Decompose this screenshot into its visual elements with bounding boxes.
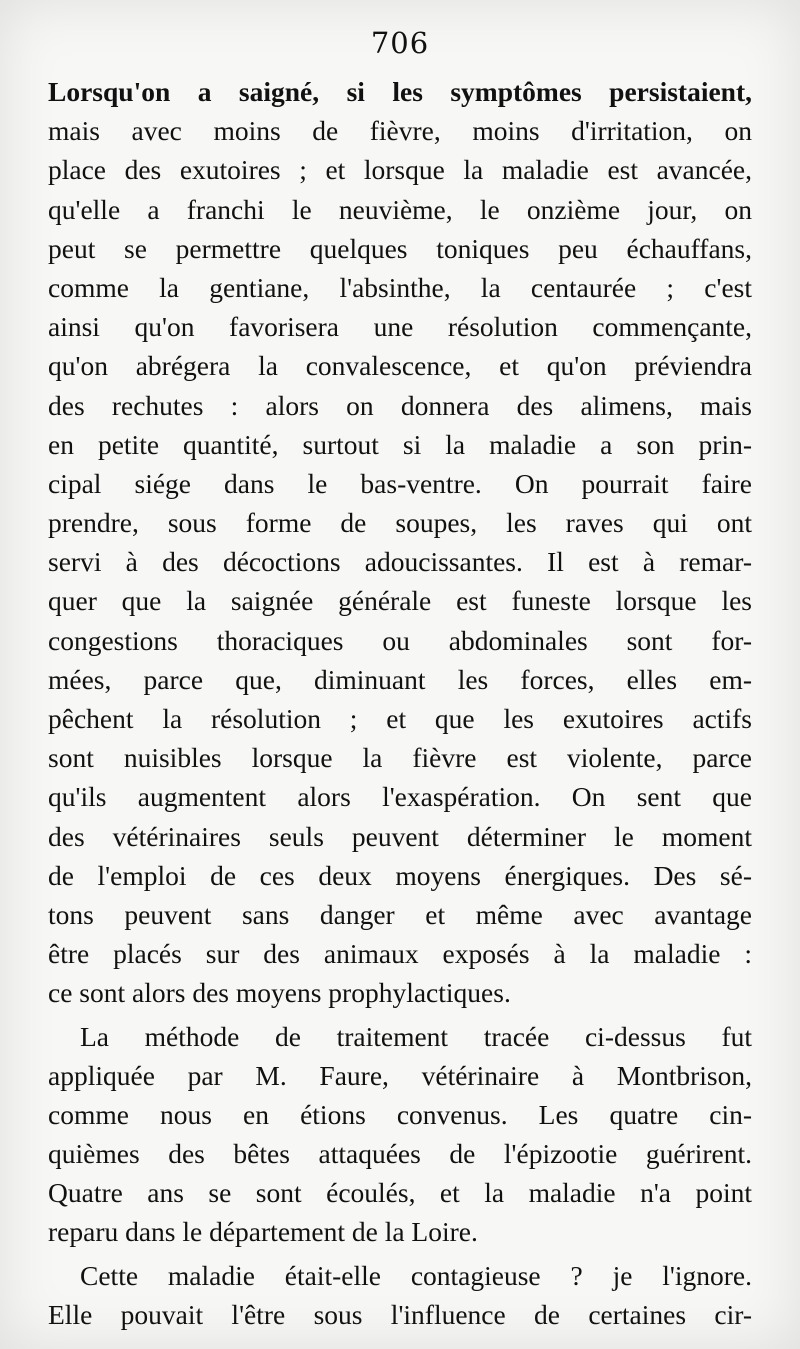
text-line: Elle pouvait l'être sous l'influence de certaines cir- [48,1298,752,1330]
text-line: congestions thoraciques ou abdominales sont for- [48,624,752,656]
text-line: sont nuisibles lorsque la fièvre est violente, parce [48,742,752,774]
paragraph-3 [48,1256,752,1334]
text-line: servi à des décoctions adoucissantes. Il est à remar- [48,546,752,578]
text-line: La méthode de traitement tracée ci-dessus fut [80,1020,752,1052]
text-line: Lorsqu'on a saigné, si les symptômes persistaient, [48,76,752,107]
page-body [48,72,752,1334]
text-line: qu'elle a franchi le neuvième, le onzième jour, on [48,193,752,225]
text-line: des rechutes : alors on donnera des alimens, mais [48,389,752,421]
text-line: reparu dans le département de la Loire. [48,1216,478,1248]
text-line: de l'emploi de ces deux moyens énergiques. Des sé- [48,859,752,891]
text-line: quièmes des bêtes attaquées de l'épizootie guérirent. [48,1138,752,1170]
text-line: ce sont alors des moyens prophylactiques. [48,977,511,1009]
text-line: appliquée par M. Faure, vétérinaire à Montbrison, [48,1059,752,1091]
paragraph-1 [48,72,752,1013]
text-line: mais avec moins de fièvre, moins d'irritation, on [48,115,752,147]
text-line: tons peuvent sans danger et même avec avantage [48,898,752,930]
text-line: comme la gentiane, l'absinthe, la centaurée ; c'est [48,271,752,303]
text-line: en petite quantité, surtout si la maladie a son prin- [48,428,752,460]
text-line: mées, parce que, diminuant les forces, elles em- [48,663,752,695]
text-line: des vétérinaires seuls peuvent déterminer le moment [48,820,752,852]
text-line: quer que la saignée générale est funeste lorsque les [48,585,752,617]
text-line: Cette maladie était-elle contagieuse ? je l'ignore. [80,1259,752,1291]
text-line: qu'ils augmentent alors l'exaspération. On sent que [48,781,752,813]
text-line: comme nous en étions convenus. Les quatre cin- [48,1098,752,1130]
text-line: Quatre ans se sont écoulés, et la maladie n'a point [48,1177,752,1209]
text-line: être placés sur des animaux exposés à la maladie : [48,938,752,970]
page-number: 706 [370,26,430,60]
text-line: qu'on abrégera la convalescence, et qu'on préviendra [48,350,752,382]
text-line: pêchent la résolution ; et que les exutoires actifs [48,703,752,734]
text-line: cipal siége dans le bas-ventre. On pourrait faire [48,467,752,499]
text-line: peut se permettre quelques toniques peu échauffans, [48,232,752,264]
paragraph-2 [48,1017,752,1252]
text-line: ainsi qu'on favorisera une résolution commençante, [48,311,752,343]
text-line: place des exutoires ; et lorsque la maladie est avancée, [48,154,752,186]
text-line: prendre, sous forme de soupes, les raves qui ont [48,507,752,539]
